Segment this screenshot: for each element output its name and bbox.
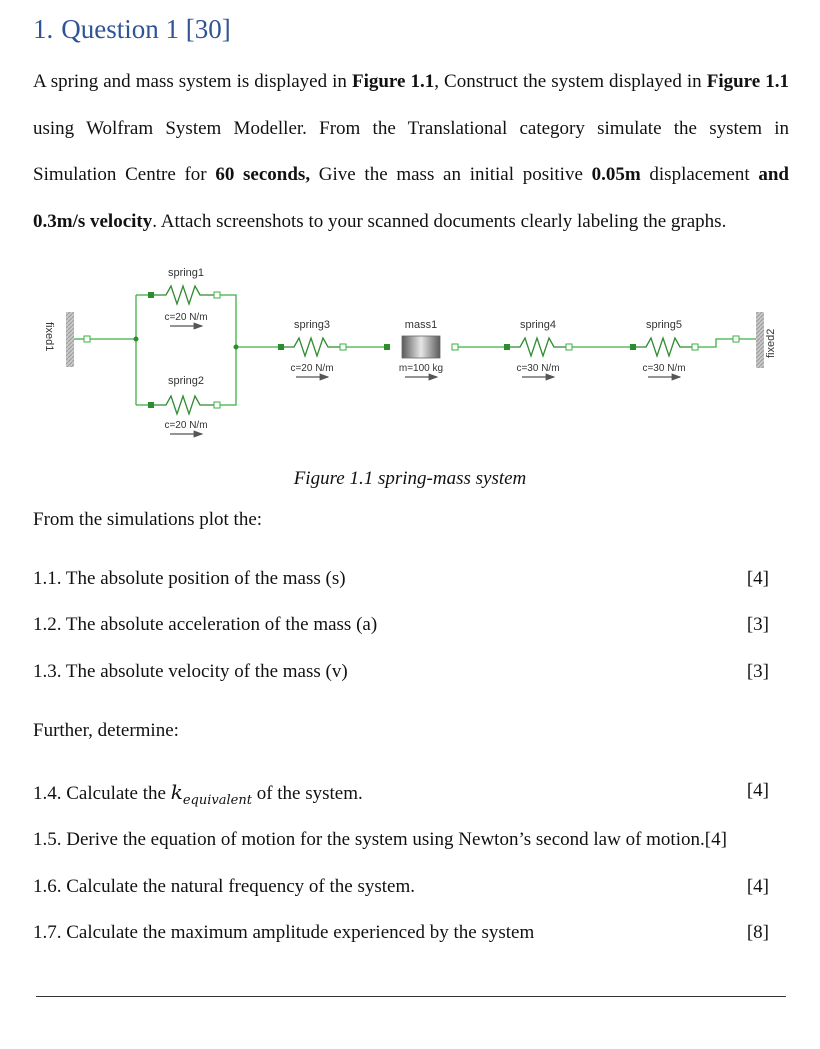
spring3-name: spring3	[293, 319, 331, 331]
heading-title: Question 1 [30]	[61, 14, 231, 44]
question-marks: [4]	[746, 568, 769, 589]
k-subscript: equivalent	[182, 793, 252, 808]
question-marks: [4]	[746, 780, 769, 801]
intro-bold: Figure 1.1	[351, 71, 435, 92]
mass1-name: mass1	[404, 319, 438, 331]
intro-text: A spring and mass system is displayed in	[33, 71, 352, 92]
question-item-1-2	[33, 614, 769, 636]
spring1-name: spring1	[167, 267, 205, 279]
question-marks: [4]	[746, 876, 769, 897]
fixed1-label: fixed1	[43, 322, 55, 352]
question-text-part: of the system.	[251, 783, 363, 804]
plot-intro: From the simulations plot the:	[33, 509, 263, 530]
spring5-component	[630, 319, 698, 377]
question-item-1-6	[33, 876, 769, 898]
intro-bold: and 0.3m/s velocity	[33, 164, 789, 232]
fixed2-label: fixed2	[765, 328, 777, 358]
spring4-component	[504, 319, 572, 377]
intro-paragraph	[33, 59, 789, 245]
question-item-1-4	[33, 780, 769, 808]
figure-caption: Figure 1.1 spring-mass system	[293, 468, 527, 489]
question-text-part: 1.4. Calculate the	[33, 783, 171, 804]
intro-bold: Figure 1.1	[706, 71, 789, 92]
spring-mass-diagram	[0, 250, 820, 450]
intro-text: , Construct the system displayed in	[434, 71, 707, 92]
spring2-param: c=20 N/m	[164, 420, 208, 431]
question-text: 1.7. Calculate the maximum amplitude experienced by the system	[33, 922, 535, 943]
bottom-rule	[36, 996, 786, 997]
mass1-component	[384, 319, 458, 377]
question-marks: [8]	[746, 922, 769, 943]
fixed1-block	[43, 312, 90, 367]
spring5-param: c=30 N/m	[642, 363, 686, 374]
spring4-name: spring4	[519, 319, 557, 331]
question-text: 1.1. The absolute position of the mass (s)	[33, 568, 346, 589]
spring3-component	[278, 319, 346, 377]
question-marks: [3]	[746, 661, 769, 682]
spring4-param: c=30 N/m	[516, 363, 560, 374]
intro-bold: 0.05m	[591, 164, 641, 185]
spring5-name: spring5	[645, 319, 683, 331]
question-heading	[33, 14, 231, 45]
intro-text: displacement	[640, 164, 759, 185]
intro-text: . Attach screenshots to your scanned documents clearly labeling the graphs.	[152, 210, 727, 232]
heading-number: 1.	[33, 14, 54, 44]
k-equivalent-symbol	[170, 780, 252, 808]
question-text: 1.6. Calculate the natural frequency of the system.	[33, 876, 415, 897]
fixed2-block	[733, 312, 777, 368]
question-item-1-3	[33, 661, 769, 683]
question-marks: [3]	[746, 614, 769, 635]
spring2-name: spring2	[167, 375, 205, 387]
further-intro: Further, determine:	[33, 720, 179, 741]
mass1-param: m=100 kg	[398, 363, 444, 374]
question-text: 1.2. The absolute acceleration of the mass (a)	[33, 614, 378, 635]
question-text: 1.3. The absolute velocity of the mass (v)	[33, 661, 348, 682]
spring1-component	[148, 267, 220, 326]
question-marks: [4]	[704, 829, 727, 850]
spring3-param: c=20 N/m	[290, 363, 334, 374]
question-item-1-7	[33, 922, 769, 944]
question-item-1-5	[33, 829, 773, 851]
question-item-1-1	[33, 568, 769, 590]
intro-bold: 60 seconds,	[215, 164, 311, 185]
spring2-component	[148, 375, 220, 434]
question-text	[33, 780, 363, 808]
intro-text: using Wolfram System Modeller. From the Translational category simulate the system in Simulation Centre for	[33, 117, 789, 185]
k-symbol: k	[170, 780, 183, 804]
spring1-param: c=20 N/m	[164, 312, 208, 323]
intro-text: Give the mass an initial positive	[310, 164, 592, 185]
question-text: 1.5. Derive the equation of motion for the system using Newton’s second law of motion.	[33, 829, 705, 850]
